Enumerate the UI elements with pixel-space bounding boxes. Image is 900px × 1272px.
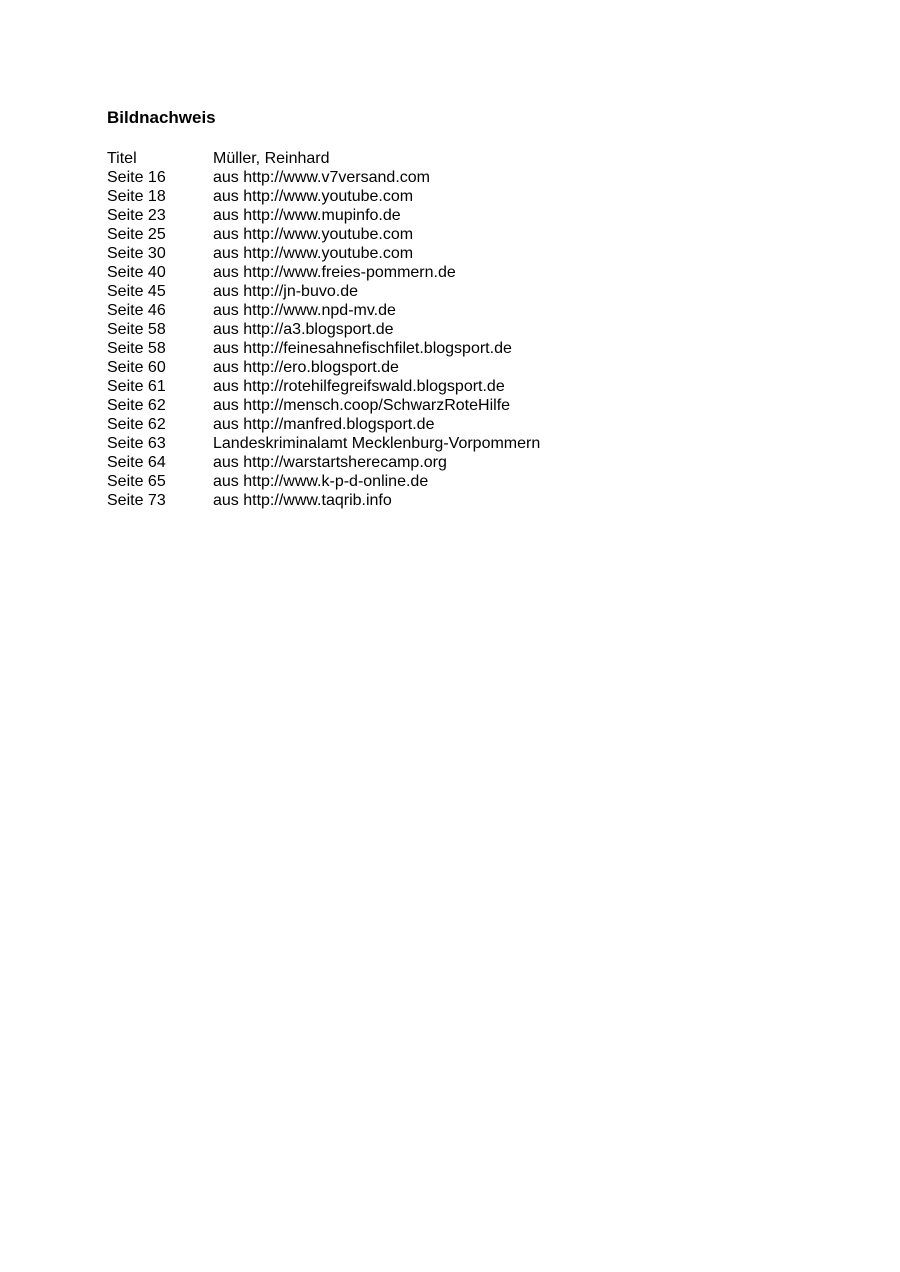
- credit-row: [107, 396, 807, 415]
- credit-page-ref: Seite 25: [107, 226, 166, 243]
- credit-page-ref: Seite 30: [107, 245, 166, 262]
- credit-row: [107, 320, 807, 339]
- credit-page-ref: Seite 62: [107, 397, 166, 414]
- credit-source: aus http://www.npd-mv.de: [213, 302, 396, 319]
- credit-page-ref: Seite 58: [107, 321, 166, 338]
- credit-row: [107, 301, 807, 320]
- credit-row: [107, 453, 807, 472]
- credit-source: Landeskriminalamt Mecklenburg-Vorpommern: [213, 435, 541, 452]
- credit-row: [107, 149, 807, 168]
- credit-source: aus http://www.k-p-d-online.de: [213, 473, 429, 490]
- credit-source: aus http://www.v7versand.com: [213, 169, 430, 186]
- credit-row: [107, 263, 807, 282]
- credit-row: [107, 415, 807, 434]
- credit-row: [107, 434, 807, 453]
- credit-page-ref: Seite 18: [107, 188, 166, 205]
- credit-source: aus http://www.youtube.com: [213, 226, 414, 243]
- credit-source: aus http://warstartsherecamp.org: [213, 454, 447, 471]
- credit-page-ref: Seite 45: [107, 283, 166, 300]
- credit-page-ref: Seite 46: [107, 302, 166, 319]
- credit-row: [107, 472, 807, 491]
- credit-source: aus http://www.mupinfo.de: [213, 207, 401, 224]
- credit-page-ref: Seite 23: [107, 207, 166, 224]
- credit-row: [107, 377, 807, 396]
- credit-row: [107, 206, 807, 225]
- credit-page-ref: Seite 61: [107, 378, 166, 395]
- credit-source: aus http://jn-buvo.de: [213, 283, 358, 300]
- credit-row: [107, 491, 807, 510]
- credit-page-ref: Seite 65: [107, 473, 166, 490]
- credit-page-ref: Seite 73: [107, 492, 166, 509]
- credit-page-ref: Titel: [107, 150, 137, 167]
- credit-source: Müller, Reinhard: [213, 150, 330, 167]
- credit-source: aus http://manfred.blogsport.de: [213, 416, 435, 433]
- credit-page-ref: Seite 64: [107, 454, 166, 471]
- credit-source: aus http://www.taqrib.info: [213, 492, 392, 509]
- credit-row: [107, 187, 807, 206]
- credit-page-ref: Seite 58: [107, 340, 166, 357]
- credit-row: [107, 168, 807, 187]
- credit-row: [107, 339, 807, 358]
- credit-row: [107, 282, 807, 301]
- credit-source: aus http://www.freies-pommern.de: [213, 264, 456, 281]
- credit-page-ref: Seite 60: [107, 359, 166, 376]
- image-credits-list: [107, 149, 807, 510]
- credit-source: aus http://mensch.coop/SchwarzRoteHilfe: [213, 397, 511, 414]
- credit-page-ref: Seite 63: [107, 435, 166, 452]
- credit-source: aus http://feinesahnefischfilet.blogsport.de: [213, 340, 512, 357]
- credit-source: aus http://www.youtube.com: [213, 188, 414, 205]
- credit-row: [107, 244, 807, 263]
- credit-source: aus http://rotehilfegreifswald.blogsport.de: [213, 378, 505, 395]
- credit-source: aus http://www.youtube.com: [213, 245, 414, 262]
- page-heading: Bildnachweis: [107, 108, 216, 127]
- credit-source: aus http://ero.blogsport.de: [213, 359, 399, 376]
- credit-page-ref: Seite 62: [107, 416, 166, 433]
- credit-source: aus http://a3.blogsport.de: [213, 321, 394, 338]
- credit-row: [107, 358, 807, 377]
- credit-page-ref: Seite 40: [107, 264, 166, 281]
- credit-row: [107, 225, 807, 244]
- credit-page-ref: Seite 16: [107, 169, 166, 186]
